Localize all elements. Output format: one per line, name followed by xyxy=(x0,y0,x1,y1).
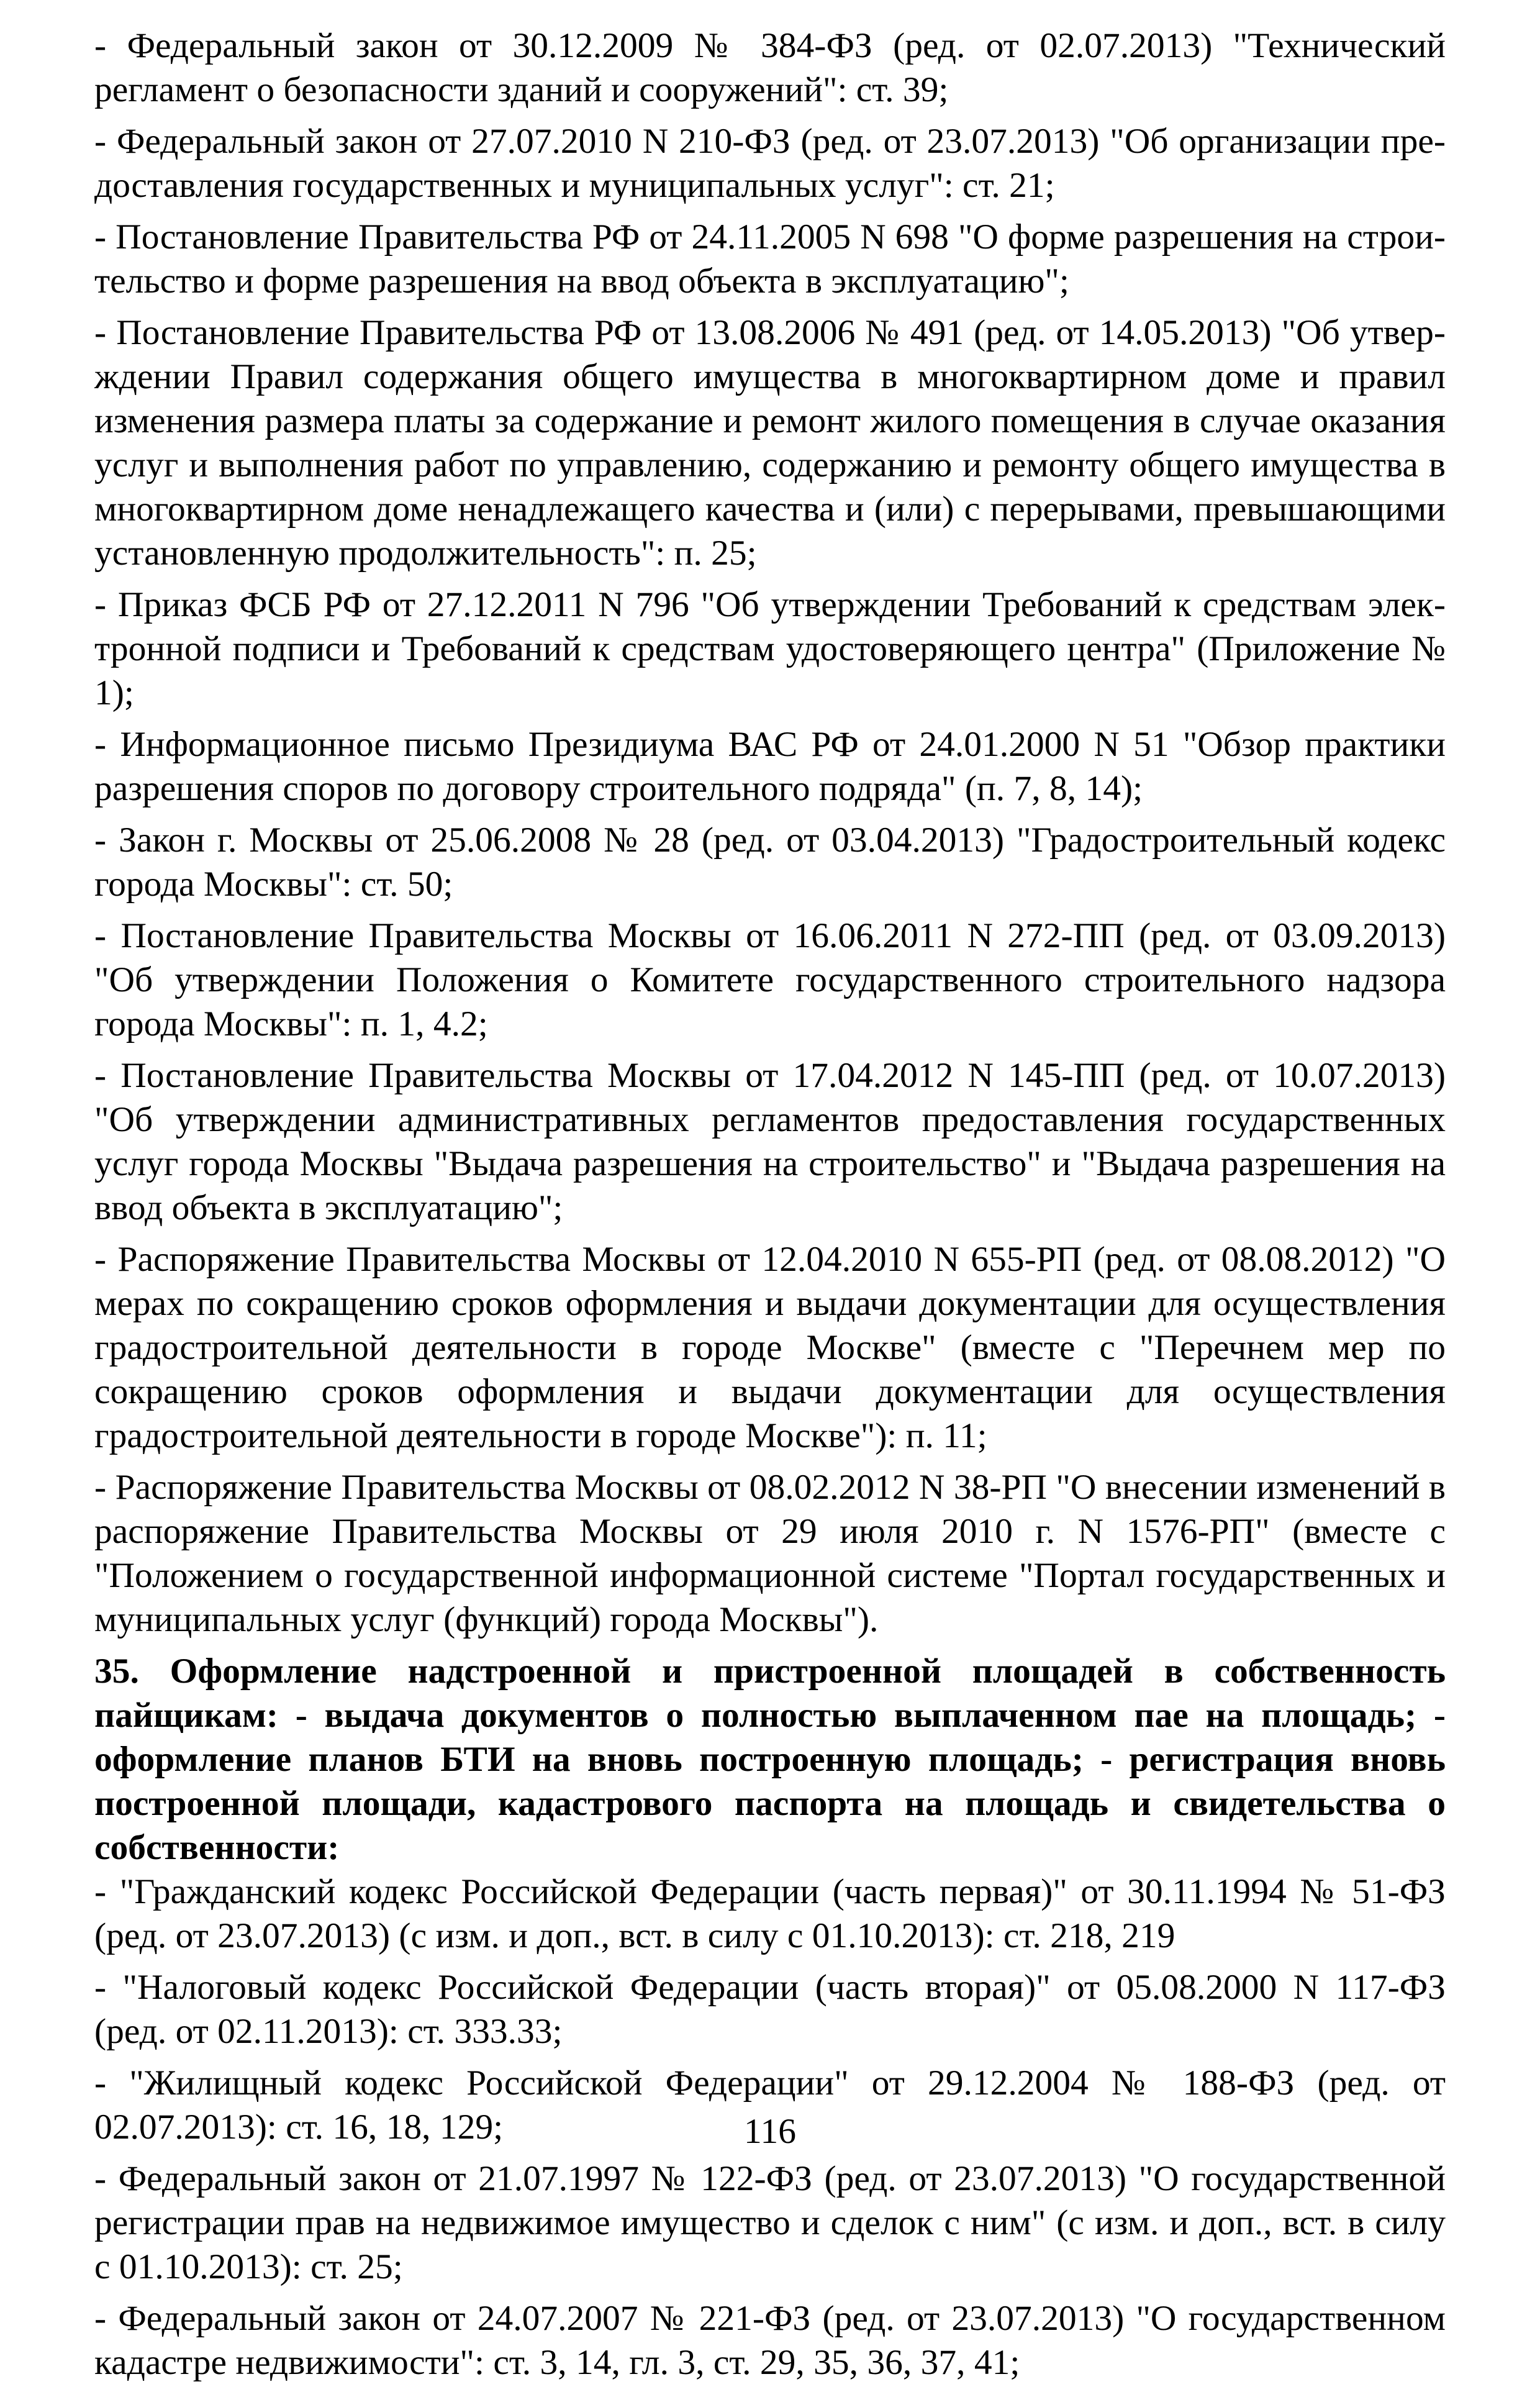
legal-reference-item: - Федеральный закон от 21.07.1997 № 122-ФЗ (ред. от 23.07.2013) "О государственной регистрации прав на недвижимое имущество и сделок с ним" (с изм. и доп., вст. в силу с 01.10.2013): ст. 25; xyxy=(94,2159,1446,2286)
legal-reference-item: - Распоряжение Правительства Москвы от 08.02.2012 N 38-РП "О внесении изменений в распоряжение Правительства Москвы от 29 июля 2010 г. N 1576-РП" (вместе с "Положением о государственной информационной системе "Портал государственных и муниципальных услуг (функций) города Москвы"). xyxy=(94,1468,1446,1639)
legal-reference-item: - Федеральный закон от 30.12.2009 № 384-ФЗ (ред. от 02.07.2013) "Технический регламент о безопасности зданий и сооружений": ст. 39; xyxy=(94,26,1446,109)
legal-reference-item: - Постановление Правительства РФ от 13.08.2006 № 491 (ред. от 14.05.2013) "Об утверждении Правил содержания общего имущества в многоквартирном доме и правил изменения размера платы за содержание и ремонт жилого помещения в случае оказания услуг и выполнения работ по управлению, содержанию и ремонту общего имущества в многоквартирном доме ненадлежащего качества и (или) с перерывами, превышающими установленную продолжительность": п. 25; xyxy=(94,313,1446,573)
legal-reference-item: - "Гражданский кодекс Российской Федерации (часть первая)" от 30.11.1994 № 51-ФЗ (ред. от 23.07.2013) (с изм. и доп., вст. в силу с 01.10.2013): ст. 218, 219 xyxy=(94,1872,1446,1955)
legal-reference-item: - Закон г. Москвы от 25.06.2008 № 28 (ред. от 03.04.2013) "Градостроительный кодекс города Москвы": ст. 50; xyxy=(94,821,1446,904)
legal-reference-item: - Постановление Правительства РФ от 24.11.2005 N 698 "О форме разрешения на строительство и форме разрешения на ввод объекта в эксплуатацию"; xyxy=(94,217,1446,301)
page-number: 116 xyxy=(743,2112,797,2151)
legal-reference-item: - Федеральный закон от 27.07.2010 N 210-ФЗ (ред. от 23.07.2013) "Об организации предоставления государственных и муниципальных услуг": ст. 21; xyxy=(94,122,1446,205)
legal-reference-item: - Постановление Правительства Москвы от 16.06.2011 N 272-ПП (ред. от 03.09.2013) "Об утверждении Положения о Комитете государственного строительного надзора города Москвы": п. 1, 4.2; xyxy=(94,916,1446,1044)
legal-reference-item: - Федеральный закон от 24.07.2007 № 221-ФЗ (ред. от 23.07.2013) "О государственном кадастре недвижимости": ст. 3, 14, гл. 3, ст. 29, 35, 36, 37, 41; xyxy=(94,2299,1446,2382)
legal-reference-item: - Информационное письмо Президиума ВАС РФ от 24.01.2000 N 51 "Обзор практики разрешения споров по договору строительного подряда" (п. 7, 8, 14); xyxy=(94,725,1446,808)
legal-reference-item: - "Жилищный кодекс Российской Федерации" от 29.12.2004 № 188-ФЗ (ред. от 02.07.2013): ст. 16, 18, 129; xyxy=(94,2063,1446,2147)
legal-reference-item: - Приказ ФСБ РФ от 27.12.2011 N 796 "Об утверждении Требований к средствам электронной подписи и Требований к средствам удостоверяющего центра" (Приложение № 1); xyxy=(94,585,1446,712)
legal-reference-item: - "Налоговый кодекс Российской Федерации (часть вторая)" от 05.08.2000 N 117-ФЗ (ред. от 02.11.2013): ст. 333.33; xyxy=(94,1968,1446,2051)
legal-reference-item: - Постановление Правительства Москвы от 17.04.2012 N 145-ПП (ред. от 10.07.2013) "Об утверждении административных регламентов предоставления государственных услуг города Москвы "Выдача разрешения на строительство" и "Выдача разрешения на ввод объекта в эксплуатацию"; xyxy=(94,1056,1446,1227)
section-heading: 35. Оформление надстроенной и пристроенной площадей в собственность пайщикам: - выдача документов о полностью выплаченном пае на площадь; - оформление планов БТИ на вновь построенную площадь; - регистрация вновь построенной площади, кадастрового паспорта на площадь и свидетельства о собственности: xyxy=(94,1652,1446,1867)
document-page xyxy=(94,24,1446,2392)
legal-reference-item: - Распоряжение Правительства Москвы от 12.04.2010 N 655-РП (ред. от 08.08.2012) "О мерах по сокращению сроков оформления и выдачи документации для осуществления градостроительной деятельности в городе Москве" (вместе с "Перечнем мер по сокращению сроков оформления и выдачи документации для осуществления градостроительной деятельности в городе Москве"): п. 11; xyxy=(94,1240,1446,1455)
